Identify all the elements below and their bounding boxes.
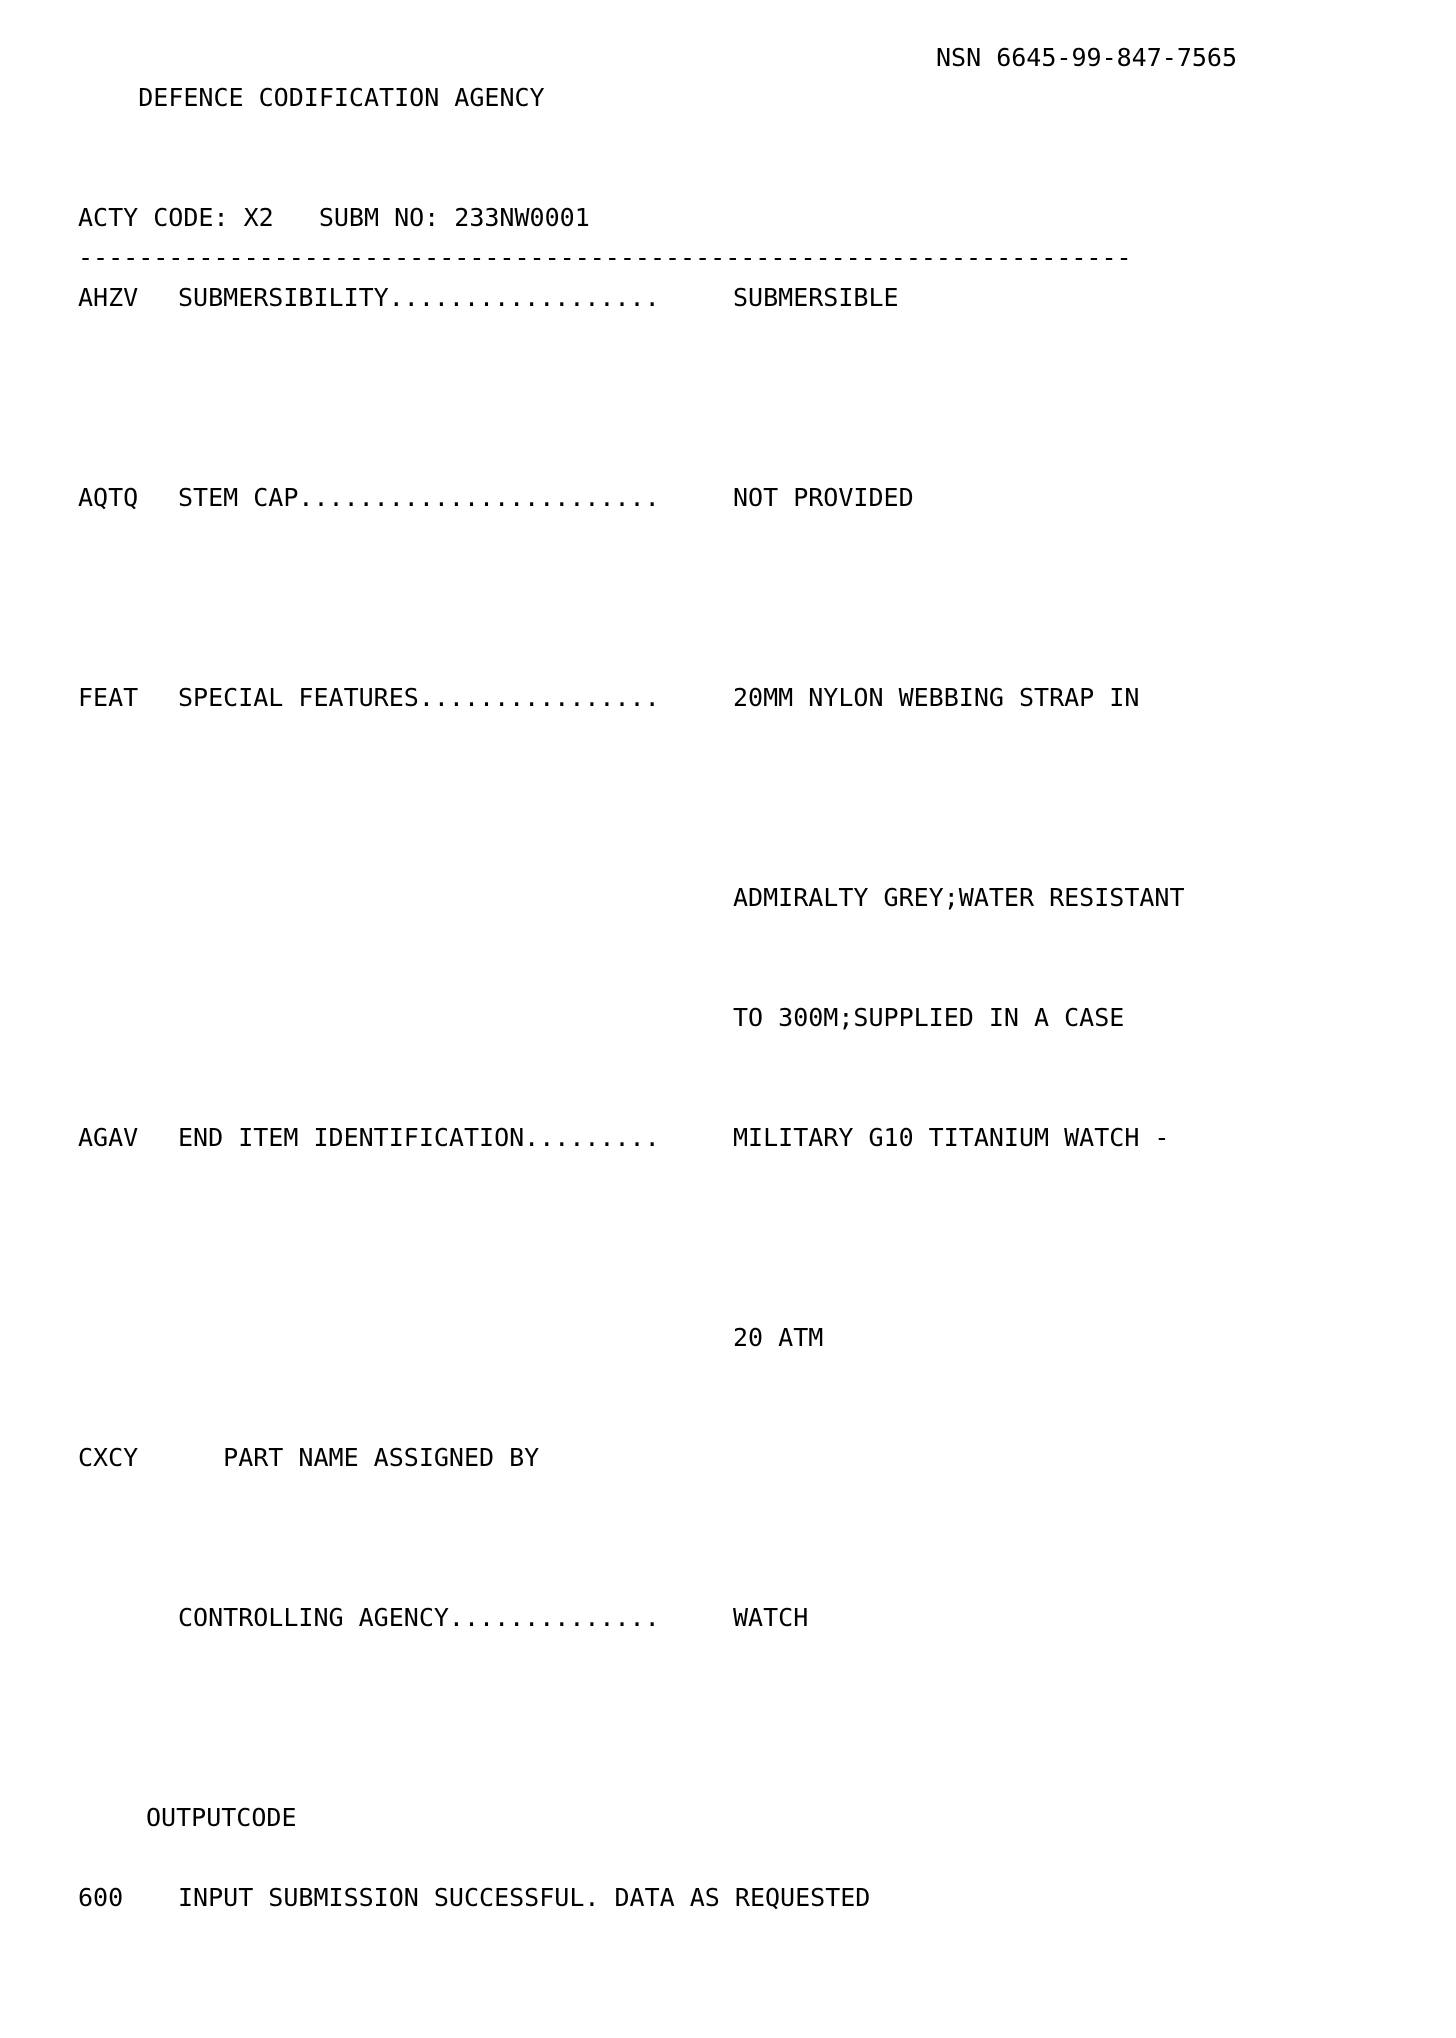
record-value-continuation: TO 300M;SUPPLIED IN A CASE: [733, 1003, 1125, 1032]
record-value-continuation: 20 ATM: [733, 1323, 824, 1352]
record-row-second-line: [78, 1598, 1328, 1758]
record-value-continuation: ADMIRALTY GREY;WATER RESISTANT: [733, 883, 1185, 912]
record-continuation: [78, 1318, 1328, 1438]
status-message: INPUT SUBMISSION SUCCESSFUL. DATA AS REQUESTED: [178, 1883, 871, 1912]
record-continuation: [78, 998, 1328, 1118]
divider-rule: ----------------------------------------------------------------------: [78, 243, 1132, 272]
outputcode-heading: OUTPUTCODE: [146, 1803, 297, 1832]
record-code: AGAV: [78, 1123, 139, 1152]
record-label: END ITEM IDENTIFICATION.........: [178, 1123, 660, 1152]
record-label: SUBMERSIBILITY..................: [178, 283, 660, 312]
record-row: [78, 278, 1328, 478]
record-value: SUBMERSIBLE: [733, 283, 899, 312]
record-label: PART NAME ASSIGNED BY: [178, 1443, 540, 1472]
status-code: 600: [78, 1883, 124, 1912]
record-code: AQTQ: [78, 483, 139, 512]
status-row: [78, 1878, 1328, 2038]
record-row: [78, 678, 1328, 878]
record-code: FEAT: [78, 683, 139, 712]
record-value: 20MM NYLON WEBBING STRAP IN: [733, 683, 1140, 712]
record-code: CXCY: [78, 1443, 139, 1472]
record-value: MILITARY G10 TITANIUM WATCH -: [733, 1123, 1170, 1152]
record-label: SPECIAL FEATURES................: [178, 683, 660, 712]
record-value: NOT PROVIDED: [733, 483, 914, 512]
spacer: [78, 1838, 1456, 1878]
header-first-line: [78, 38, 1278, 198]
record-row: [78, 1438, 1328, 1598]
record-continuation: [78, 878, 1328, 998]
spacer: [78, 1758, 1456, 1798]
record-code: AHZV: [78, 283, 139, 312]
record-label: CONTROLLING AGENCY..............: [178, 1603, 660, 1632]
acty-code-line: ACTY CODE: X2 SUBM NO: 233NW0001: [78, 203, 590, 232]
record-row: [78, 1118, 1328, 1318]
record-label: STEM CAP........................: [178, 483, 660, 512]
record-value: WATCH: [733, 1603, 809, 1632]
nsn-value: NSN 6645-99-847-7565: [936, 43, 1238, 72]
agency-name: DEFENCE CODIFICATION AGENCY: [138, 83, 545, 112]
record-row: [78, 478, 1328, 678]
